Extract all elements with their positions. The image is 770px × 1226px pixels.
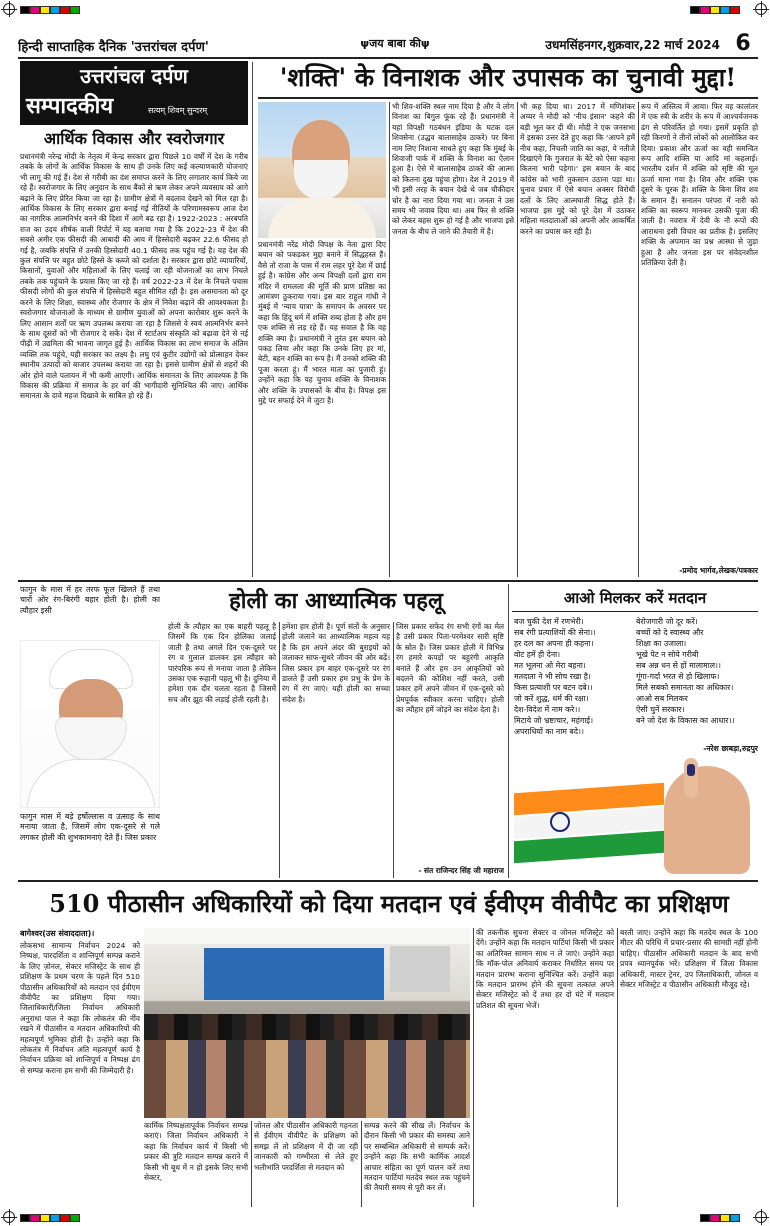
column-rule: [361, 1121, 362, 1207]
color-bar: [700, 1214, 740, 1222]
lead-byline: -प्रमोद भार्गव,लेखक/पत्रकार: [679, 566, 758, 575]
poem-line: देश-विदेश में नाम करे।।: [514, 705, 581, 714]
poem-line: बेरोजगारी जो दूर करें।: [636, 617, 698, 626]
training-body-col5: की तकनीक सुचना सेक्टर व जोनल मजिस्ट्रेट को देंगे। उन्होंने कहा कि मतदान पार्टियां किसी भी प्रकार का अतिरिक्त सामान साथ न ले जाएं। उन्होंने कहा कि मॉक-पोल अनिवार्य कराकर निर्धारित समय पर मतदान प्रारम्भ कराना सुनिश्चित करें। उन्होंने कहा कि मतदान प्रारम्भ होने की सूचना तत्काल अपने सेक्टर मजिस्ट्रेट को दें तथा हर दो घंटे में मतदान प्रतिशत की सूचना भेजें।: [476, 928, 614, 1010]
training-body-col4: सम्पन्न करने की सीख लें। निर्वाचन के दौरान किसी भी प्रकार की समस्या आने पर सम्बन्धित अधिकारी से सम्पर्क करें। उन्होंने कहा कि सभी कार्मिक आदर्श आचार संहिता का पूर्ण पालन करें तथा मतदान पार्टियां मतदेय स्थल तक पहुंचने की तैयारी समय से पूरी कर लें।: [364, 1121, 470, 1193]
column-rule: [638, 102, 639, 577]
poem-title: आओ मिलकर करें मतदान: [512, 584, 758, 612]
holi-photo: [20, 640, 160, 808]
column-rule: [508, 584, 509, 878]
lead-photo: [258, 102, 386, 238]
lead-body-col1: प्रधानमंत्री नरेंद्र मोदी विपक्ष के नेता द्वारा दिए बयान को पकड़कर मुद्दा बनाने में सिद्धहस्त हैं। वैसे तो राजा के पास में राम लहर पूरे देश में छाई हुई है। कांग्रेस और अन्य विपक्षी दलों द्वारा राम मंदिर में रामलला की मूर्ति की प्राण प्रतिष्ठा का आमंत्रण ठुकराया गया। इस बार राहुल गांधी ने मुंबई में 'न्याय यात्रा' के समापन के अवसर पर कहा कि हिंदू धर्म में शक्ति शब्द होता है और हम एक शक्ति से लड़ रहे हैं। यह सवाल है कि वह शक्ति क्या है। प्रधानमंत्री ने तुरंत इस बयान को पकड़ लिया और कहा कि उनके लिए हर मां, बेटी, बहन शक्ति का रूप है। मैं उनको शक्ति की पूजा करता हूं। मैं भारत माता का पुजारी हूं। उन्होंने कहा कि यह चुनाव शक्ति के विनाशक और शक्ति के उपासकों के बीच है। विपक्ष इस मुद्दे पर सफाई देने में जुटा है।: [258, 240, 386, 406]
registration-mark: [3, 3, 15, 15]
column-rule: [389, 102, 390, 577]
trident-icon: ψ: [360, 37, 370, 50]
headline-rule: [258, 97, 758, 99]
training-body-col1: लोकसभा सामान्य निर्वाचन 2024 को निष्पक्ष, पारदर्शिता व शान्तिपूर्ण सम्पन्न कराने के लिए ज़ोनल, सेक्टर मजिस्ट्रेट के साथ ही प्रशिक्षण के प्रथम चरण के पहले दिन 510 पीठासीन अधिकारियों को मतदान एवं ईवीएम वीवीपैट का प्रशिक्षण दिया गया। जिलाधिकारी/जिला निर्वाचन अधिकारी अनुराधा पाल ने कहा कि लोकतंत्र की नींव रखने में पीठासीन व मतदान अधिकारियों की महत्वपूर्ण भूमिका होती है। उन्होंने कहा कि लोकतंत्र में निर्वाचन अति महत्वपूर्ण कार्य है निर्वाचन प्रक्रिया को शान्तिपूर्ण व निष्पक्ष ढंग से सम्पन्न कराना हम सभी की जिम्मेदारी है।: [20, 941, 140, 1075]
poem-line: बच्चों को दे स्वास्थ्य और: [636, 628, 704, 637]
editorial-section: सम्पादकीय: [26, 93, 114, 119]
training-body-col6: बरती जाए। उन्होंने कहा कि मतदेय स्थल के 100 मीटर की परिधि में प्रचार-प्रसार की सामग्री नहीं होनी चाहिए। पीठासीन अधिकारी मतदान के बाद सभी प्रपत्र ध्यानपूर्वक भरें। प्रशिक्षण में जिला विकास अधिकारी, मास्टर ट्रेनर, उप जिलाधिकारी, जोनल व सेक्टर मजिस्ट्रेट व पीठासीन अधिकारी मौजूद रहे।: [620, 928, 758, 990]
poem-line: सब रंगी प्रत्याशियों की सेना।।: [514, 628, 596, 637]
poem-line: बज चुकी देश में रणभेरी।: [514, 617, 584, 626]
training-photo: [144, 928, 470, 1118]
masthead-rule: [18, 57, 758, 59]
poem-line: सब अन्न धन से हों मालामाल।।: [636, 661, 721, 670]
registration-mark: [755, 3, 767, 15]
color-bar: [690, 6, 740, 14]
section-rule: [18, 880, 758, 882]
column-rule: [251, 1121, 252, 1207]
column-rule: [393, 622, 394, 878]
poem-line: बने जो देश के विकास का आधार।।: [636, 716, 735, 725]
poem-line: वोट हमें ही देना।: [514, 650, 561, 659]
poem-line: गूंगा-गर्दा भरत से हो खिलाफ।: [636, 672, 720, 681]
lead-body-col4: रूप में अस्तित्व में आया। फिर वह कालांतर में एक स्त्री के शरीर के रूप में आश्चर्यजनक ढंग से परिवर्तित हो गया। इसमें प्रकृति हो रही किरणों ने तीनों लोकों को आलोकित कर दिया। प्रकाश और ऊर्जा का वही समन्वित रूप आदि शक्ति या आदि मां कहलाई। भारतीय दर्शन में शक्ति को सृष्टि की मूल ऊर्जा माना गया है। शिव और शक्ति एक दूसरे के पूरक हैं। शक्ति के बिना शिव शव के समान हैं। सनातन परंपरा में नारी को शक्ति का स्वरूप मानकर उसकी पूजा की जाती है। नवरात्र में देवी के नौ रूपों की आराधना इसी विचार का प्रतीक है। इसलिए शक्ति के अपमान का प्रश्न आस्था से जुड़ा हुआ है और जनता इस पर संवेदनशील प्रतिक्रिया देती है।: [641, 102, 758, 268]
poem-line: किस प्रत्याशी पर बटन दबे।।: [514, 683, 593, 692]
paper-name: हिन्दी साप्ताहिक दैनिक 'उत्तरांचल दर्पण': [18, 40, 209, 55]
column-rule: [279, 622, 280, 878]
poem-left-stanza: [514, 616, 632, 740]
training-body-col2: कार्मिक निष्पक्षतापूर्वक निर्वाचन सम्पन्न कराएं। जिला निर्वाचन अधिकारी ने कहा कि निर्वाचन कार्य में किसी भी प्रकार की त्रुटि मतदान सम्पन्न कराने में किसी भी बूथ में न हो इसके लिए सभी सेक्टर,: [144, 1121, 248, 1183]
poem-line: भूखे पेट न सोये गरीबी: [636, 650, 699, 659]
lead-headline: 'शक्ति' के विनाशक और उपासक का चुनावी मुद्दा!: [279, 63, 737, 92]
editorial-title: आर्थिक विकास और स्वरोजगार: [43, 129, 225, 148]
voting-illustration: [514, 758, 758, 876]
holi-headline: होली का आध्यात्मिक पहलू: [229, 588, 443, 614]
registration-mark: [3, 1211, 15, 1223]
poem-line: मतदाता ने भी सोच रखा है।: [514, 672, 591, 681]
column-rule: [473, 928, 474, 1207]
column-rule: [617, 928, 618, 1207]
poem-line: आओ सब मिलकर: [636, 694, 688, 703]
holi-body-col1: होली के त्यौहार का एक बाहरी पहलू है जिसमें कि एक दिन होलिका जलाई जाती है तथा अगले दिन एक-दूसरे पर रंग व गुलाल डालकर इस त्यौहार को पारंपरिक रूप से मनाया जाता है लेकिन उसका एक रूहानी पहलू भी है। दुनिया में हमेशा एक दौर चलता रहता है जिसमें सच और झूठ की लड़ाई होती रहती है।: [168, 622, 276, 704]
training-headline: 510 पीठासीन अधिकारियों को दिया मतदान एवं ईवीएम वीवीपैट का प्रशिक्षण: [49, 889, 729, 918]
holi-caption-top: फागुन के मास में हर तरफ फूल खिलते हैं तथा चारों ओर रंग-बिरंगी बहार होती है। होली का त्यौहार इसी: [20, 585, 160, 615]
page-number: 6: [735, 31, 751, 56]
holi-byline: - संत राजिन्दर सिंह जी महाराज: [418, 866, 504, 875]
holi-body-col2: हमेशा हार होती है। पूर्ण संतों के अनुसार होली जलाने का आध्यात्मिक महत्व यह है कि हम अपने अंदर की बुराइयों को जलाकर साफ-सुथरे जीवन की ओर बढ़ें। जिस प्रकार हम बाहर एक-दूसरे पर रंग डालते हैं उसी प्रकार हम प्रभु के प्रेम के रंग में रंग जाएं। यही होली का सच्चा संदेश है।: [282, 622, 390, 704]
poem-line: ऐसी चुनें सरकार।: [636, 705, 685, 714]
editorial-body: प्रधानमंत्री नरेन्द्र मोदी के नेतृत्व में केन्द्र सरकार द्वारा पिछले 10 वर्षों में देश के गरीब तबके के लोगों के आर्थिक विकास के साथ ही उनके लिए कई कल्याणकारी योजनाएं भी लागू की गई हैं। देश से गरीबी का दंश समाप्त करने के लिए लगातार कार्य किये जा रहे हैं। स्वरोजगार के लिए अनुदान के साथ बैंकों से ऋण लेकर अपने व्यवसाय को आगे बढ़ाने के लिए प्रेरित किया जा रहा है। ग्रामीण क्षेत्रों में बदलाव देखने को मिल रहा है। आर्थिक विकास के लिए सरकार द्वारा बनाई गई नीतियों के परिणामस्वरूप आज देश का नागरिक आत्मनिर्भर बनने की दिशा में आगे बढ़ रहा है। 1922-2023 : अरबपति राज का उदय शीर्षक वाली रिपोर्ट में यह बताया गया है कि 2022-23 में देश की सबसे अमीर एक फीसदी की आबादी की आय में हिस्सेदारी बढ़कर 22.6 फीसद हो गई है, जबकि संपत्ति में उनकी हिस्सेदारी 40.1 फीसद तक पहुंच गई है। यह देश की कुल संपत्ति पर बहुत छोटे हिस्से के कब्जे को दर्शाता है। सरकार द्वारा छोटे व्यापारियों, किसानों, युवाओं और महिलाओं के लिए चलाई जा रही योजनाओं का लाभ निचले तबके तक पहुंचाने के प्रयास किए जा रहे हैं। वर्ष 2022-23 में देश के निचले पचास फीसदी लोगों की कुल संपत्ति में हिस्सेदारी बहुत सीमित रही है। इस असमानता को दूर करने के लिए शिक्षा, स्वास्थ्य और रोजगार के क्षेत्र में निवेश बढ़ाने की आवश्यकता है। स्वरोजगार योजनाओं के माध्यम से ग्रामीण युवाओं को अपना कारोबार शुरू करने के लिए आसान शर्तों पर ऋण उपलब्ध कराया जा रहा है जिससे वे स्वयं आत्मनिर्भर बनने के साथ दूसरों को भी रोजगार दे सकें। देश में स्टार्टअप संस्कृति को बढ़ावा देने से नई पीढ़ी में उद्यमिता की भावना जागृत हुई है। आर्थिक विकास का लाभ समाज के अंतिम व्यक्ति तक पहुंचे, यही सरकार का लक्ष्य है। लघु एवं कुटीर उद्योगों को प्रोत्साहन देकर स्थानीय उत्पादों को बाजार उपलब्ध कराया जा रहा है। इससे ग्रामीण क्षेत्रों से शहरों की ओर होने वाले पलायन में भी कमी आएगी। आर्थिक समानता के लिए आवश्यक है कि विकास की प्रक्रिया में समाज के हर वर्ग की भागीदारी सुनिश्चित की जाए। आर्थिक समानता के दावे महज दिखावे के साबित हो रहे हैं।: [20, 152, 248, 401]
holi-body-col3: जिस प्रकार सफेद रंग सभी रंगों का मेल है उसी प्रकार पिता-परमेश्वर सारी सृष्टि के स्रोत हैं। जिस प्रकार होली में विभिन्न रंग हमारे कपड़ों पर बहुरंगी आकृति बनाते हैं और हम उन आकृतियों को बदलने की कोशिश नहीं करते, उसी प्रकार हमें अपने जीवन में एक-दूसरे को प्रेमपूर्वक स्वीकार करना चाहिए। होली का त्यौहार हमें जोड़ने का संदेश देता है।: [396, 622, 504, 715]
place-date: उधमसिंहनगर,शुक्रवार,22 मार्च 2024: [545, 38, 720, 52]
poem-byline: -नरेश छाबड़ा,रुद्रपुर: [703, 744, 758, 753]
editorial-brand: उत्तरांचल दर्पण: [80, 64, 188, 88]
color-bar: [20, 1214, 80, 1222]
editorial-masthead: [20, 61, 248, 125]
registration-mark: [755, 1211, 767, 1223]
training-dateline: बागेश्वर(उस संवाददाता)।: [20, 929, 95, 938]
lead-body-col3: भी कह दिया था। 2017 में मणिशंकर अय्यर ने मोदी को 'नीच इंसान' कहने की बड़ी भूल कर दी थी। मोदी ने एक जनसभा में इसका उत्तर देते हुए कहा कि 'आपने हमें नीच कहा, निचली जाति का कहा, ये नतीजे दिखाएंगे कि गुजरात के बेटे को ऐसा कहना कितना भारी पड़ेगा।' इस बयान के बाद कांग्रेस को भारी नुकसान उठाना पड़ा था। चुनाव प्रचार में ऐसे बयान अक्सर विरोधी दलों के लिए आत्मघाती सिद्ध होते हैं। भाजपा इस मुद्दे को पूरे देश में उठाकर महिला मतदाताओं को अपनी ओर आकर्षित करने का प्रयास कर रही है।: [520, 102, 635, 236]
poem-line: जो करें शुद्ध, धर्म की रक्षा।: [514, 694, 589, 703]
column-rule: [252, 62, 253, 577]
poem-line: मिटाये जो भ्रष्टाचार, महंगाई।: [514, 716, 594, 725]
poem-line: शिक्षा का उजाला।: [636, 639, 687, 648]
poem-line: मत भूलना ओ मेरा बहना।: [514, 661, 586, 670]
poem-right-stanza: [636, 616, 758, 740]
color-bar: [20, 6, 80, 14]
poem-line: मिले सबको समानता का अधिकार।: [636, 683, 734, 692]
holi-caption-bottom: फागुन मास में बड़े हर्षोल्लास व उत्साह के साथ मनाया जाता है, जिसमें लोग एक-दूसरे से गले लगकर होली की शुभकामनाएं देते हैं। जिस प्रकार: [20, 812, 160, 842]
poem-line: हर दल का अपना ही कहना।: [514, 639, 594, 648]
training-body-col3: जोनल और पीठासीन अधिकारी गहनता से ईवीएम वीवीपैट के प्रशिक्षण को समझ लें तो प्रशिक्षण में दी जा रही जानकारी को गम्भीरता से लेते हुए भलीभांति परदर्शिता से मतदान को: [254, 1121, 358, 1172]
lead-body-col2: भी शिव-शक्ति स्थल नाम दिया है और वे लोग विनाश का बिगुल फूंक रहे हैं। प्रधानमंत्री ने यहां विपक्षी गठबंधन इंडिया के घटक दल शिवसेना (उद्धव बालासाहेब ठाकरे) पर बिना नाम लिए निशाना साधते हुए कहा कि मुंबई के शिवाजी पार्क में शक्ति के विनाश का ऐलान हुआ है। ऐसे में बालासाहेब ठाकरे की आत्मा को कितना दुख पहुंचा होगा। देश ने 2019 में भी इसी तरह के बयान देखे थे जब चौकीदार चोर है का नारा दिया गया था। जनता ने उस समय भी जवाब दिया था। अब फिर से शक्ति को लेकर बहस शुरू हो गई है और भाजपा इसे जनता के बीच ले जाने की तैयारी में है।: [392, 102, 514, 236]
trident-icon: ψ: [420, 37, 430, 50]
center-motto: ψजय बाबा कीψ: [360, 37, 430, 50]
section-rule: [18, 580, 758, 582]
poem-line: अपराधियों का नाम बदे।।: [514, 727, 584, 736]
editorial-motto: सत्यम् शिवम् सुन्दरम्: [148, 106, 208, 115]
column-rule: [517, 102, 518, 577]
